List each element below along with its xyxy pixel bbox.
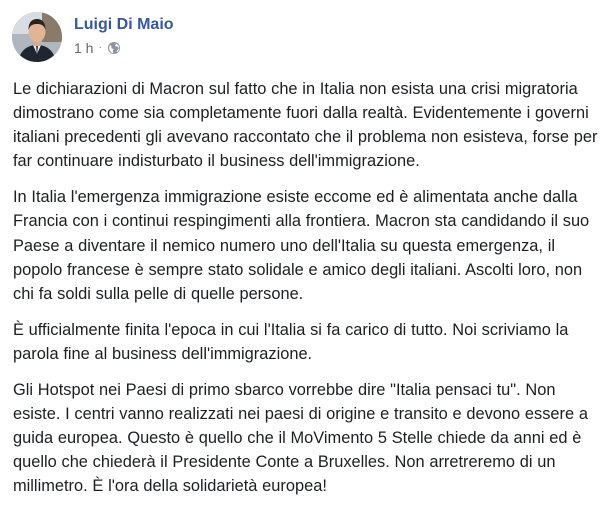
post-header-meta (74, 12, 174, 56)
post-paragraph: È ufficialmente finita l'epoca in cui l'Italia si fa carico di tutto. Noi scriviamo la parola fine al business dell'immigrazione. (13, 320, 569, 363)
post-paragraph: In Italia l'emergenza immigrazione esiste eccome ed è alimentata anche dalla Francia con i continui respingimenti alla frontiera. Macron sta candidando il suo Paese a diventare il nemico numero uno dell'Italia su questa emergenza, il popolo francese è sempre stato solidale e amico degli italiani. Ascolti loro, non chi fa soldi sulla pelle di quelle persone. (13, 188, 590, 303)
author-name-link[interactable]: Luigi Di Maio (74, 16, 174, 33)
post-header (12, 12, 598, 70)
avatar[interactable] (12, 12, 62, 62)
profile-photo (12, 12, 62, 62)
globe-icon[interactable] (107, 41, 121, 55)
post-paragraph: Le dichiarazioni di Macron sul fatto che in Italia non esista una crisi migratoria dimostrano come sia completamente fuori dalla realtà. Evidentemente i governi italiani precedenti gli avevano raccontato che il problema non esisteva, forse per far continuare indisturbato il business dell'immigrazione. (13, 80, 598, 171)
meta-separator: · (98, 42, 102, 53)
post-body (12, 77, 598, 499)
post-timestamp[interactable]: 1 h (74, 40, 94, 56)
post-meta-row (74, 40, 174, 56)
post-paragraph: Gli Hotspot nei Paesi di primo sbarco vorrebbe dire "Italia pensaci tu". Non esiste. I centri vanno realizzati nei paesi di origine e transito e devono essere a guida europea. Questo è quello che il MoVimento 5 Stelle chiede da anni ed è quello che chiederà il Presidente Conte a Bruxelles. Non arretreremo di un millimetro. È l'ora della solidarietà europea! (13, 381, 588, 496)
